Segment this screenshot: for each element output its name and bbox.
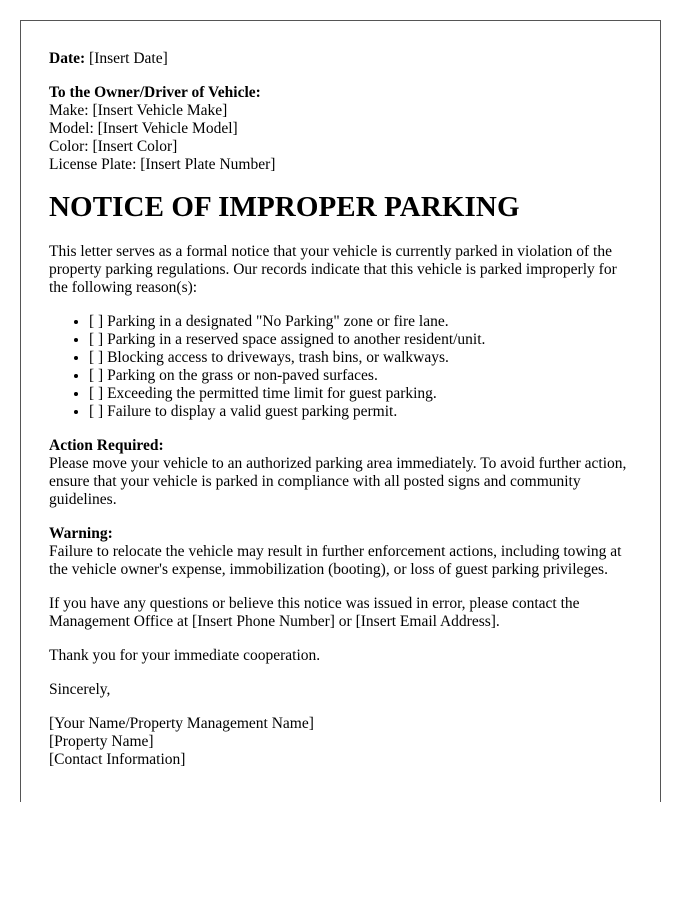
contact-paragraph: If you have any questions or believe this notice was issued in error, please contact the Management Office at [Insert Phone Number] or [Insert Email Address].	[49, 595, 580, 630]
date-line	[49, 50, 632, 68]
recipient-block	[49, 84, 632, 174]
warning-heading: Warning:	[49, 525, 113, 542]
date-label: Date:	[49, 50, 86, 67]
thanks-paragraph: Thank you for your immediate cooperation.	[49, 647, 321, 664]
letter-page	[20, 20, 661, 802]
list-item: • [ ] Blocking access to driveways, trash bins, or walkways.	[89, 349, 632, 367]
vehicle-make: Make: [Insert Vehicle Make]	[49, 102, 228, 119]
action-text: Please move your vehicle to an authorized parking area immediately. To avoid further action, ensure that your vehicle is parked in compliance with all posted signs and community guidelines.	[49, 455, 627, 508]
list-item: • [ ] Exceeding the permitted time limit for guest parking.	[89, 385, 632, 403]
intro-paragraph: This letter serves as a formal notice that your vehicle is currently parked in violation of the property parking regulations. Our records indicate that this vehicle is parked improperly for the following reason(s):	[49, 243, 617, 296]
vehicle-model: Model: [Insert Vehicle Model]	[49, 120, 238, 137]
reasons-list	[49, 313, 632, 421]
list-item: • [ ] Parking in a designated "No Parking" zone or fire lane.	[89, 313, 632, 331]
warning-section	[49, 525, 632, 579]
closing-line: Sincerely,	[49, 681, 111, 698]
signature-property: [Property Name]	[49, 733, 154, 750]
list-item: • [ ] Parking in a reserved space assigned to another resident/unit.	[89, 331, 632, 349]
signature-contact: [Contact Information]	[49, 751, 186, 768]
list-item: • [ ] Parking on the grass or non-paved surfaces.	[89, 367, 632, 385]
signature-name: [Your Name/Property Management Name]	[49, 715, 314, 732]
list-item: • [ ] Failure to display a valid guest parking permit.	[89, 403, 632, 421]
vehicle-color: Color: [Insert Color]	[49, 138, 178, 155]
signature-block	[49, 715, 632, 769]
action-required-section	[49, 437, 632, 509]
date-value: [Insert Date]	[89, 50, 168, 67]
warning-text: Failure to relocate the vehicle may result in further enforcement actions, including towing at the vehicle owner's expense, immobilization (booting), or loss of guest parking privileges.	[49, 543, 622, 578]
recipient-heading: To the Owner/Driver of Vehicle:	[49, 84, 261, 101]
vehicle-license-plate: License Plate: [Insert Plate Number]	[49, 156, 276, 173]
notice-title: NOTICE OF IMPROPER PARKING	[49, 191, 520, 223]
action-heading: Action Required:	[49, 437, 164, 454]
